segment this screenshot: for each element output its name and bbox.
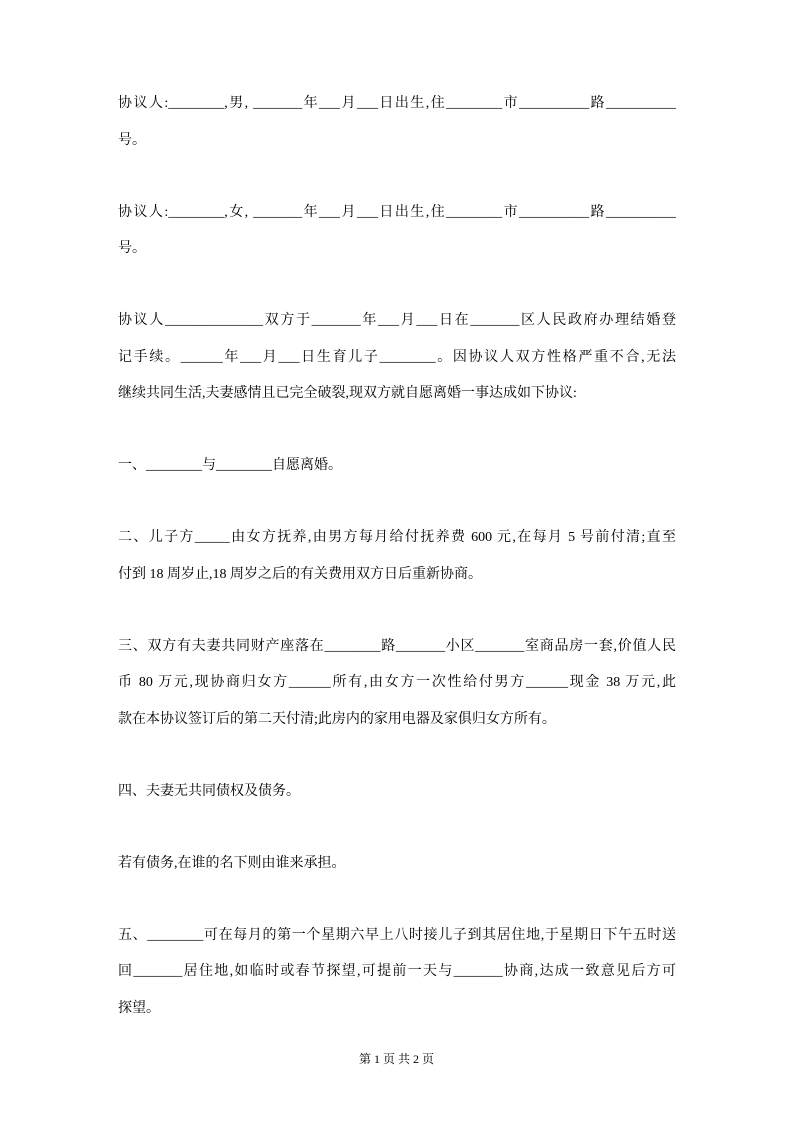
paragraph-clause-3: [118, 629, 676, 739]
paragraph-party-a: [118, 86, 676, 159]
text-line: 号。: [118, 241, 146, 256]
paragraph-clause-4: [118, 774, 676, 811]
paragraph-clause-5: [118, 918, 676, 1028]
text-line: 探望。: [118, 1000, 160, 1016]
text-line: 继续共同生活,夫妻感情且已完全破裂,现双方就自愿离婚一事达成如下协议:: [118, 386, 577, 401]
paragraph-debt-note: [118, 846, 676, 883]
page-footer: 第 1 页 共 2 页: [358, 1052, 434, 1066]
text-line: 五、________可在每月的第一个星期六早上八时接儿子到其居住地,于星期日下午五时送: [118, 927, 676, 943]
text-line: 记手续。______年___月___日生育儿子________。因协议人双方性格严重不合,无法: [118, 349, 676, 365]
paragraph-clause-2: [118, 520, 676, 593]
text-line: 回_______居住地,如临时或春节探望,可提前一天与_______协商,达成一致意见后方可: [118, 964, 676, 979]
text-line: 协议人______________双方于_______年___月___日在_______区人民政府办理结婚登: [118, 313, 676, 328]
text-line: 币 80 万元,现协商归女方______所有,由女方一次性给付男方______现金 38 万元,此: [118, 675, 676, 690]
text-line: 若有债务,在谁的名下则由谁来承担。: [118, 855, 346, 871]
paragraph-preamble: [118, 303, 676, 413]
text-line: 付到 18 周岁止,18 周岁之后的有关费用双方日后重新协商。: [118, 566, 482, 582]
paragraph-party-b: [118, 195, 676, 268]
text-line: 一、________与________自愿离婚。: [118, 458, 342, 473]
text-line: 号。: [118, 132, 146, 148]
text-line: 协议人:________,男, _______年___月___日出生,住________市__________路__________: [118, 96, 676, 111]
paragraph-clause-1: [118, 448, 676, 485]
text-line: 协议人:________,女, _______年___月___日出生,住________市__________路__________: [118, 204, 676, 220]
text-line: 二、儿子方_____由女方抚养,由男方每月给付抚养费 600 元,在每月 5 号前付清;直至: [118, 530, 676, 545]
text-line: 四、夫妻无共同债权及债务。: [118, 783, 300, 799]
text-line: 款在本协议签订后的第二天付清;此房内的家用电器及家俱归女方所有。: [118, 711, 556, 727]
text-line: 三、双方有夫妻共同财产座落在________路_______小区_______室商品房一套,价值人民: [118, 638, 676, 654]
